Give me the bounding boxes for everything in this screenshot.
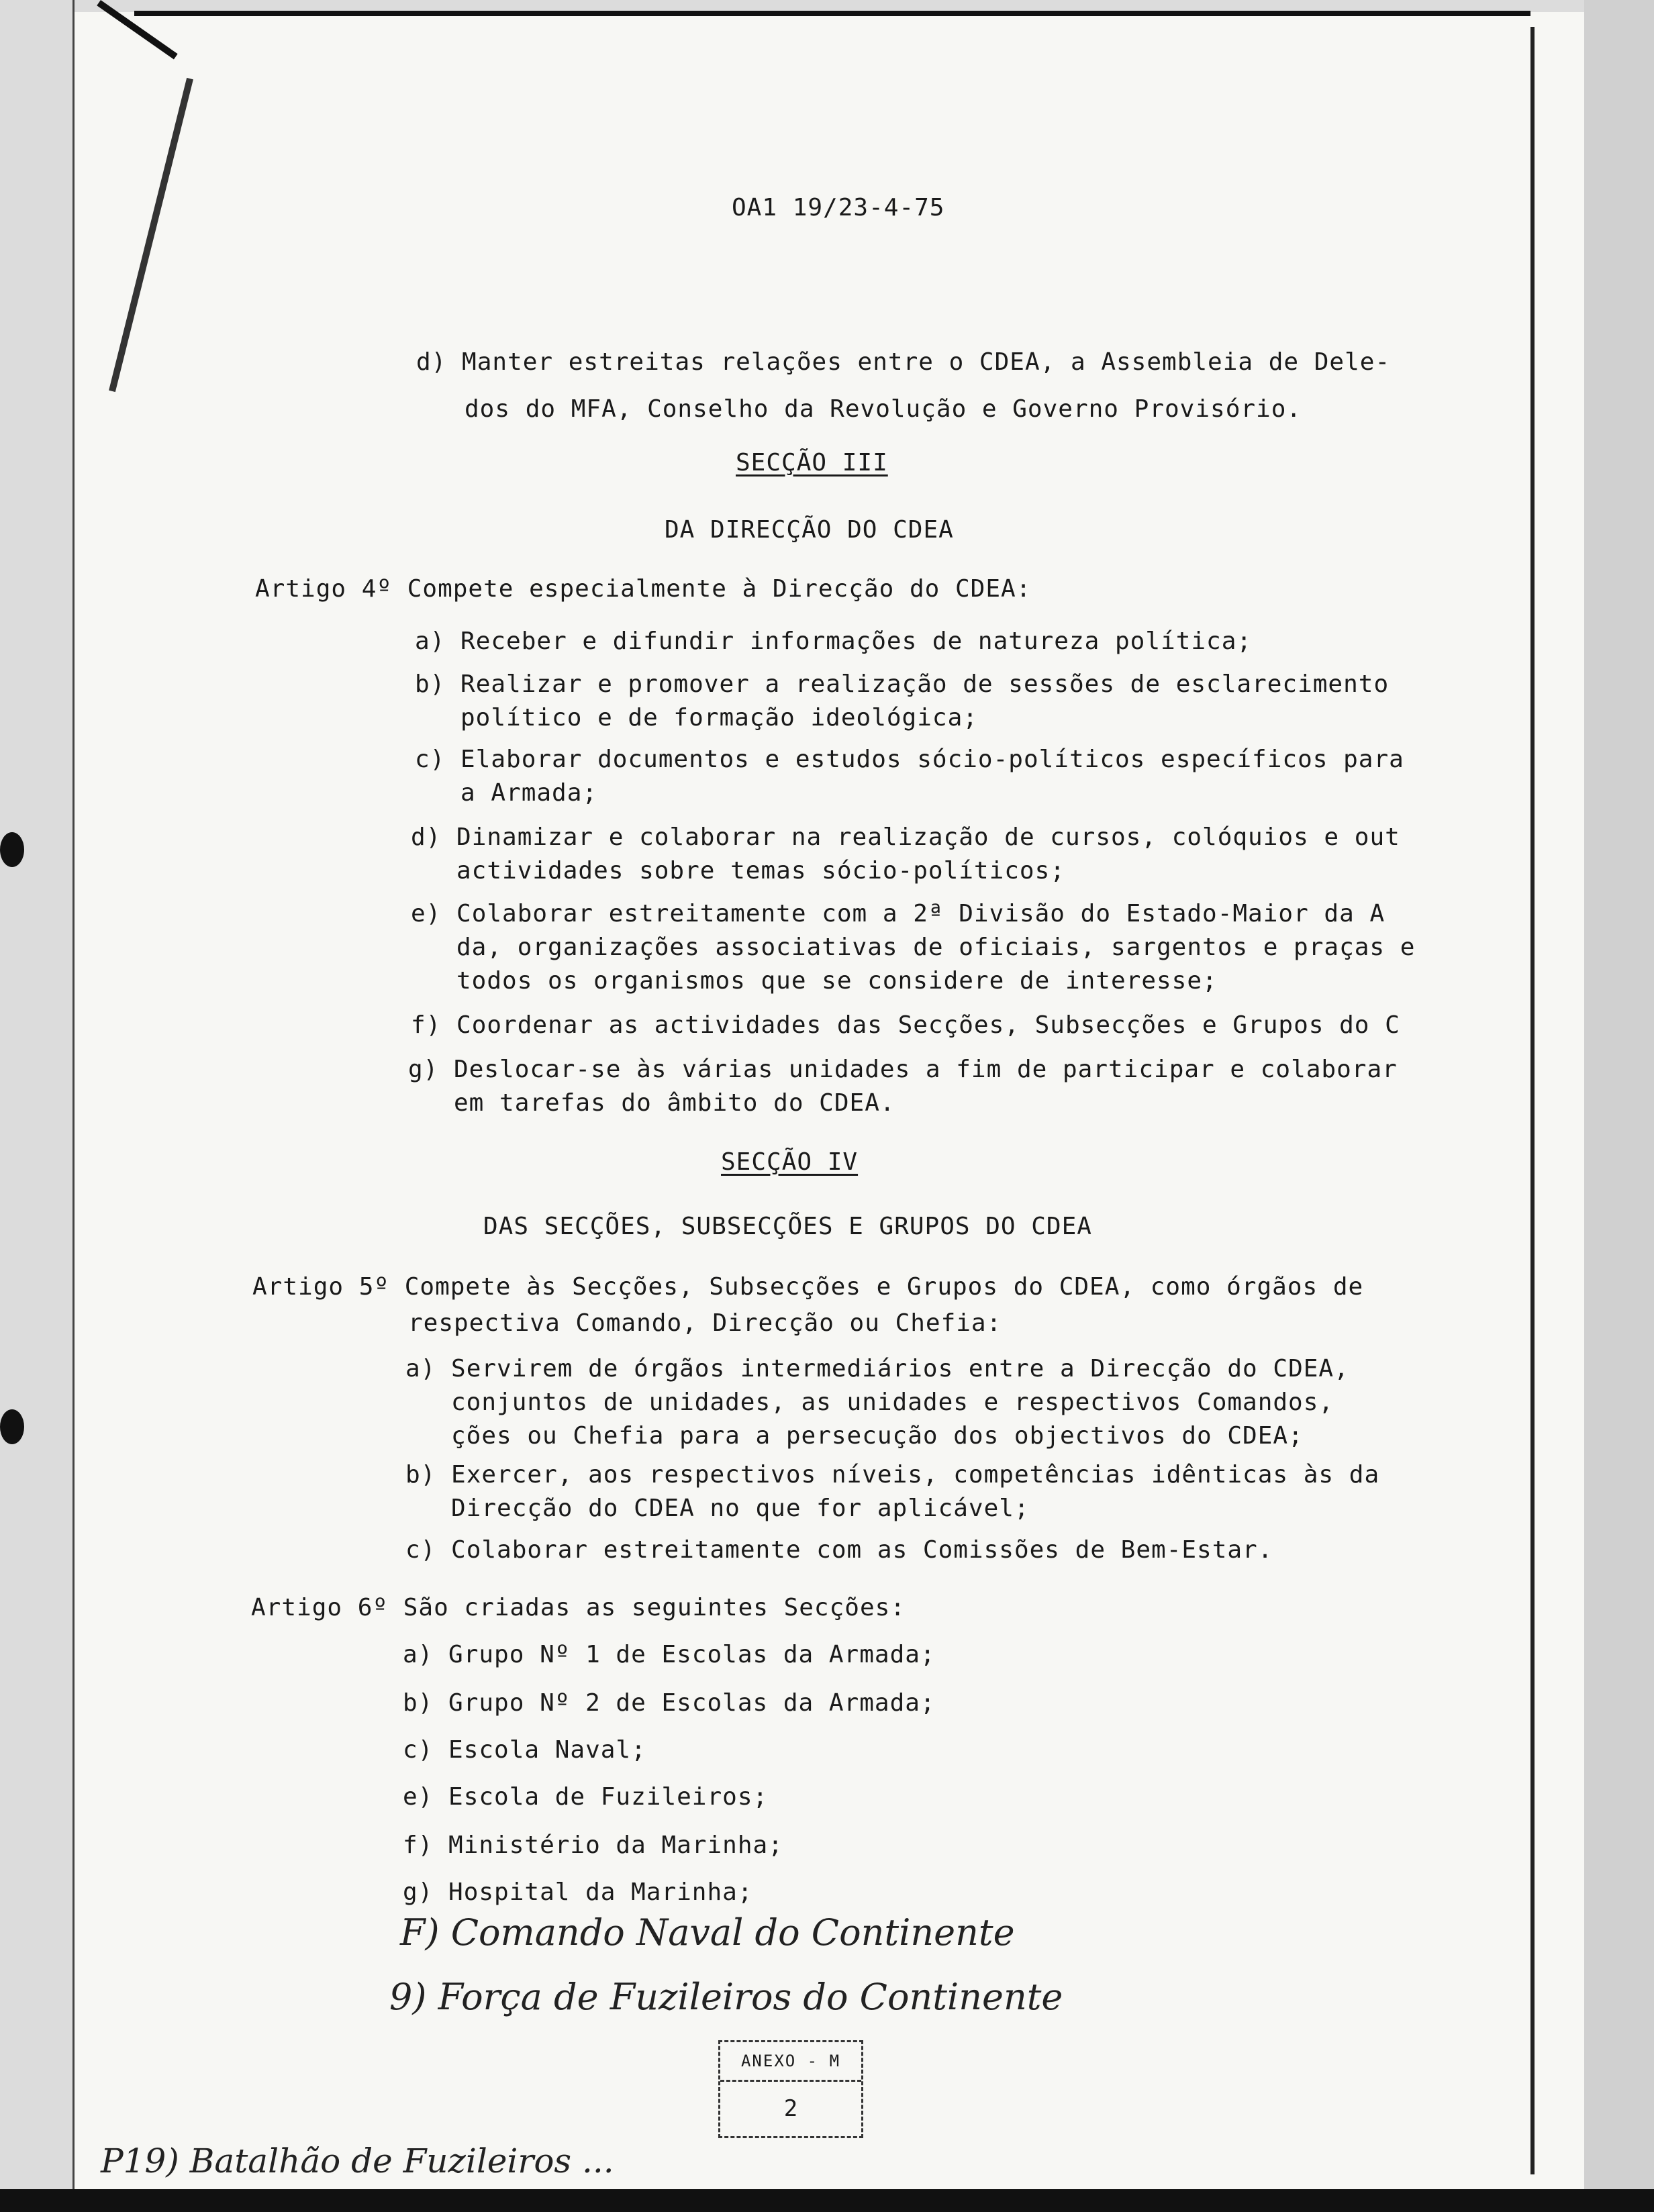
artigo-4-item-b-line-2: político e de formação ideológica;: [460, 704, 978, 732]
artigo-4-item-g-line-1: g) Deslocar-se às várias unidades a fim de participar e colaborar: [408, 1056, 1398, 1083]
punch-hole-bottom: [0, 1409, 24, 1444]
artigo-4-item-c-line-1: c) Elaborar documentos e estudos sócio-políticos específicos para: [415, 746, 1404, 773]
section-iv-subheading: DAS SECÇÕES, SUBSECÇÕES E GRUPOS DO CDEA: [483, 1213, 1092, 1240]
artigo-5-item-b-line-1: b) Exercer, aos respectivos níveis, competências idênticas às da: [405, 1461, 1380, 1489]
section-iv-heading: SECÇÃO IV: [721, 1148, 859, 1176]
artigo-5-item-a-line-3: ções ou Chefia para a persecução dos objectivos do CDEA;: [451, 1422, 1304, 1450]
punch-hole-top: [0, 832, 24, 867]
scan-margin-right: [1584, 0, 1654, 2212]
annex-stamp-label: ANEXO - M: [720, 2042, 861, 2082]
intro-line-1: d) Manter estreitas relações entre o CDEA, a Assembleia de Dele-: [416, 348, 1391, 376]
handwritten-item-1: F) Comando Naval do Continente: [400, 1911, 1015, 1954]
scan-edge-top: [134, 11, 1530, 16]
artigo-5-item-a-line-2: conjuntos de unidades, as unidades e respectivos Comandos,: [451, 1389, 1334, 1416]
artigo-6-item-f: f) Ministério da Marinha;: [403, 1831, 783, 1859]
section-iii-heading: SECÇÃO III: [736, 449, 888, 476]
artigo-5-title-line-1: Artigo 5º Compete às Secções, Subsecções e Grupos do CDEA, como órgãos de: [252, 1273, 1364, 1301]
artigo-4-item-e-line-1: e) Colaborar estreitamente com a 2ª Divisão do Estado-Maior da A: [411, 900, 1385, 927]
artigo-6-item-e: e) Escola de Fuzileiros;: [403, 1783, 769, 1811]
artigo-4-title: Artigo 4º Compete especialmente à Direcção do CDEA:: [255, 575, 1032, 603]
annex-stamp-number: 2: [783, 2095, 798, 2122]
artigo-5-item-a-line-1: a) Servirem de órgãos intermediários entre a Direcção do CDEA,: [405, 1355, 1349, 1382]
section-iii-subheading: DA DIRECÇÃO DO CDEA: [665, 516, 954, 544]
scan-edge-bottom: [0, 2189, 1654, 2212]
scan-edge-right: [1530, 27, 1535, 2174]
artigo-6-title: Artigo 6º São criadas as seguintes Secções:: [251, 1594, 906, 1621]
artigo-4-item-d-line-1: d) Dinamizar e colaborar na realização de cursos, colóquios e out: [411, 823, 1400, 851]
artigo-4-item-f: f) Coordenar as actividades das Secções, Subsecções e Grupos do C: [411, 1011, 1400, 1039]
artigo-4-item-e-line-2: da, organizações associativas de oficiais, sargentos e praças e: [456, 934, 1416, 961]
handwritten-footer-note: P19) Batalhão de Fuzileiros ...: [101, 2142, 614, 2180]
intro-line-2: dos do MFA, Conselho da Revolução e Governo Provisório.: [465, 395, 1302, 423]
artigo-6-item-b: b) Grupo Nº 2 de Escolas da Armada;: [403, 1689, 936, 1717]
document-reference: OA1 19/23-4-75: [732, 194, 945, 221]
artigo-5-item-c: c) Colaborar estreitamente com as Comissões de Bem-Estar.: [405, 1536, 1273, 1564]
artigo-4-item-g-line-2: em tarefas do âmbito do CDEA.: [454, 1089, 895, 1117]
annex-stamp: [718, 2040, 863, 2138]
artigo-5-title-line-2: respectiva Comando, Direcção ou Chefia:: [408, 1309, 1002, 1337]
scan-edge-left: [72, 0, 75, 2212]
artigo-6-item-c: c) Escola Naval;: [403, 1736, 646, 1764]
artigo-4-item-d-line-2: actividades sobre temas sócio-políticos;: [456, 857, 1065, 885]
artigo-6-item-g: g) Hospital da Marinha;: [403, 1878, 753, 1906]
handwritten-item-2: 9) Força de Fuzileiros do Continente: [389, 1976, 1063, 2018]
artigo-4-item-a: a) Receber e difundir informações de natureza política;: [415, 627, 1253, 655]
artigo-4-item-e-line-3: todos os organismos que se considere de interesse;: [456, 967, 1218, 995]
artigo-6-item-a: a) Grupo Nº 1 de Escolas da Armada;: [403, 1641, 936, 1668]
artigo-5-item-b-line-2: Direcção do CDEA no que for aplicável;: [451, 1495, 1030, 1522]
artigo-4-item-b-line-1: b) Realizar e promover a realização de sessões de esclarecimento: [415, 670, 1390, 698]
artigo-4-item-c-line-2: a Armada;: [460, 779, 598, 807]
